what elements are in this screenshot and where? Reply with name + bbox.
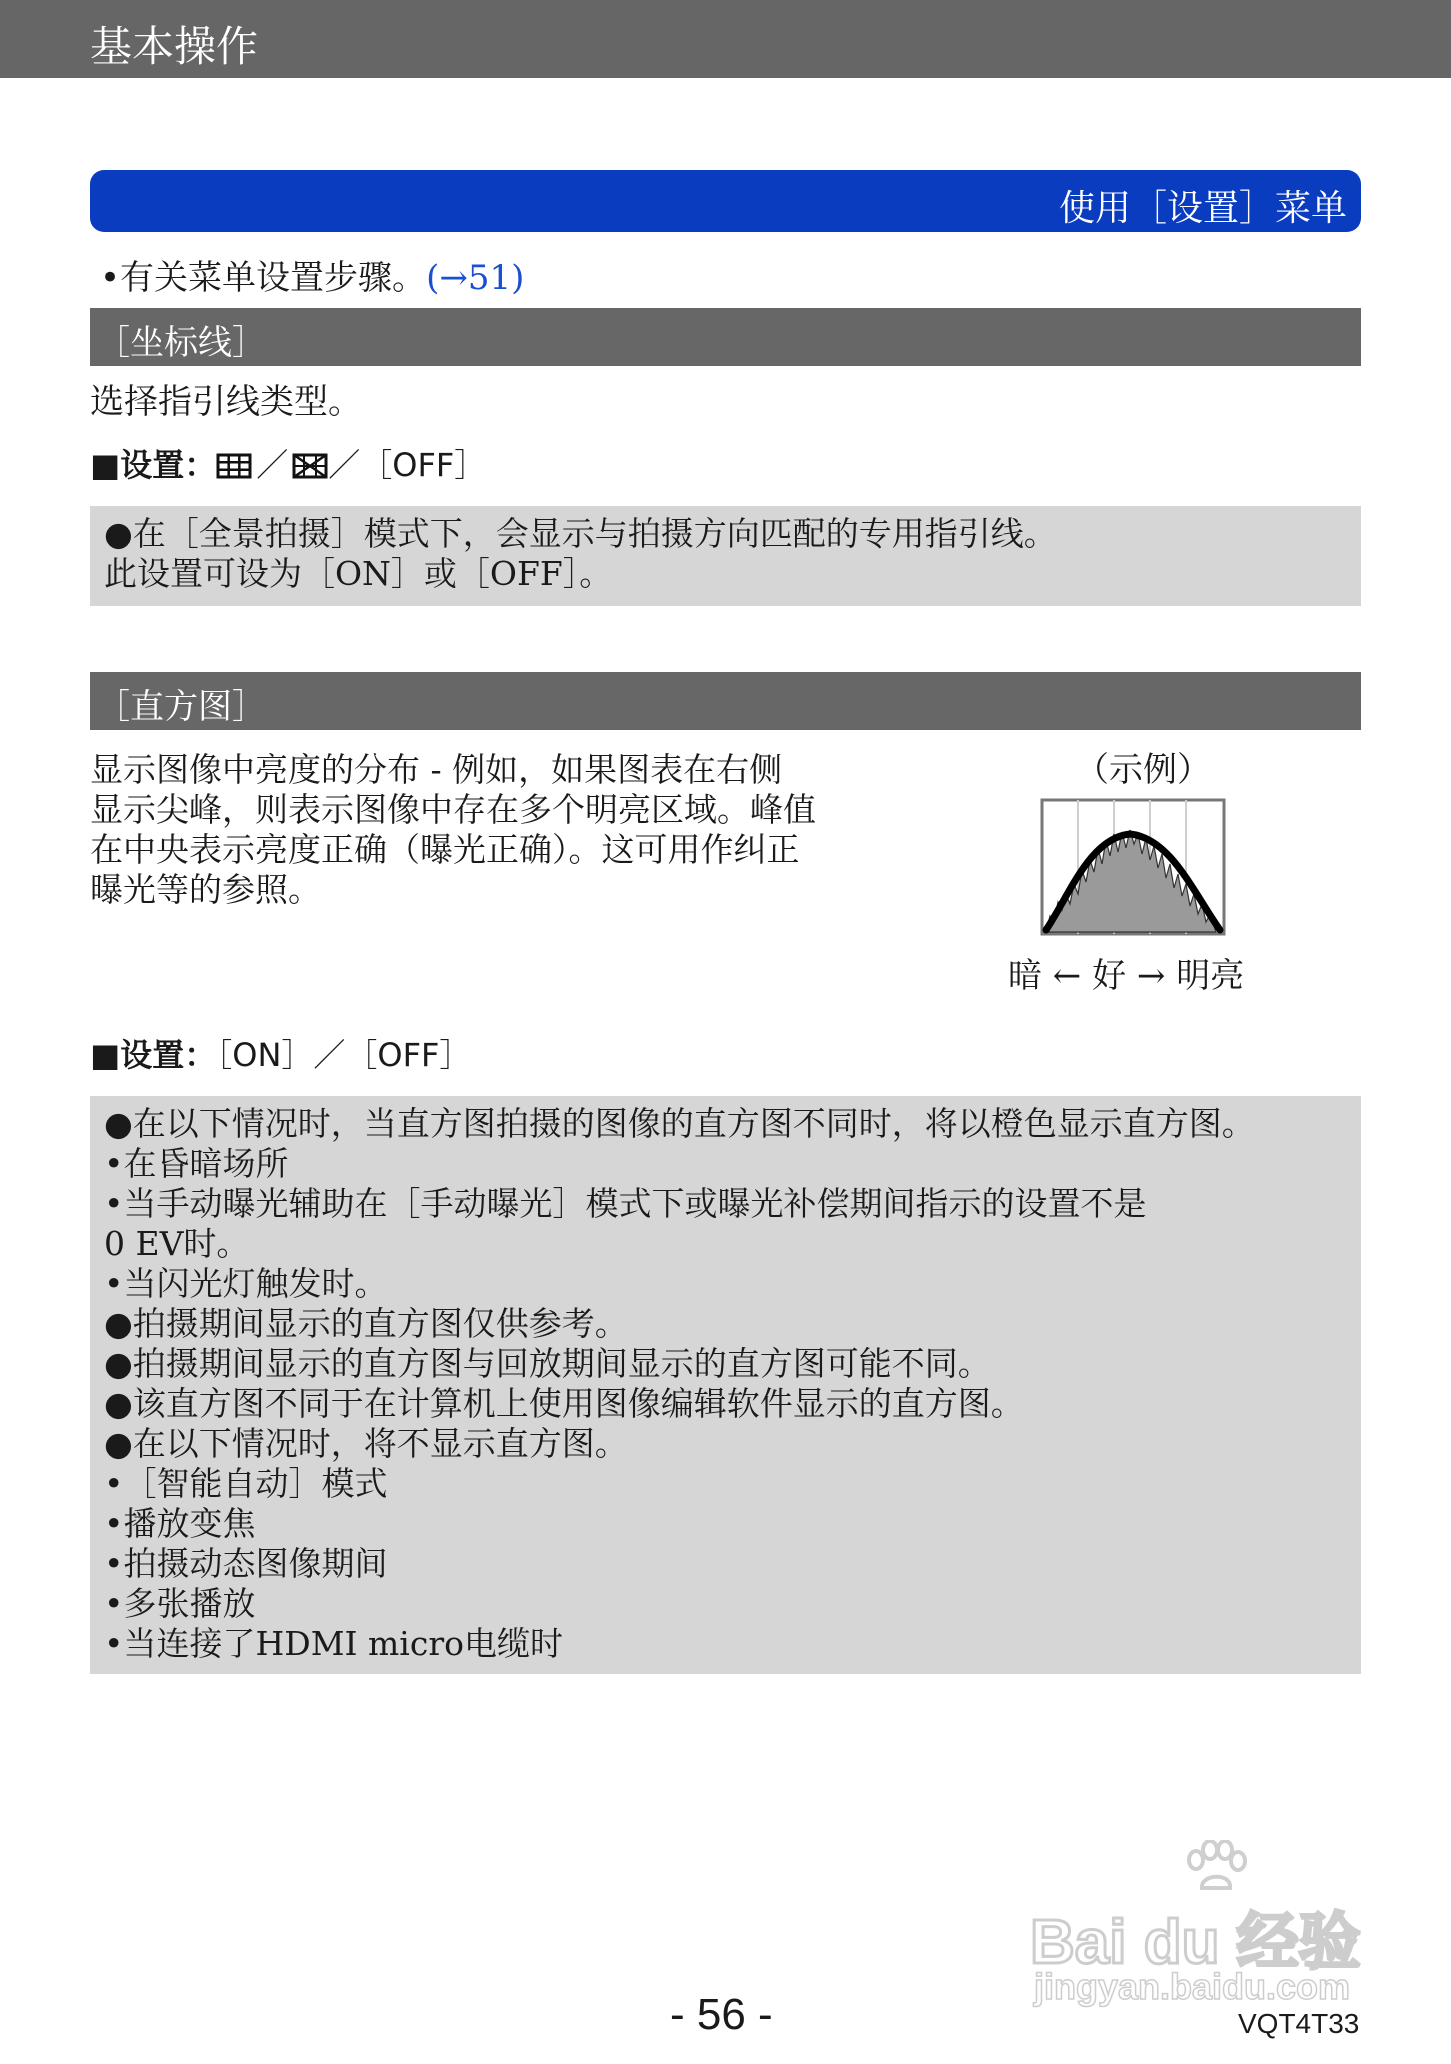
description-line: 在中央表示亮度正确（曝光正确）。这可用作纠正 (90, 830, 800, 869)
note-line: ●在以下情况时，将不显示直方图。 (104, 1424, 628, 1463)
intro-line (100, 258, 524, 298)
grid-3x3-icon (216, 453, 252, 479)
note-line: •当连接了HDMI micro电缆时 (104, 1624, 563, 1663)
guide-line-setting: ■设置： ／ ／［OFF］ (90, 446, 487, 484)
grid-diagonal-icon (292, 453, 328, 479)
setting-label: ■设置： (90, 1036, 217, 1074)
note-line: •拍摄动态图像期间 (104, 1544, 388, 1583)
note-line: •当闪光灯触发时。 (104, 1264, 388, 1303)
histogram-heading: ［直方图］ (96, 687, 266, 727)
guide-line-description: 选择指引线类型。 (90, 382, 362, 422)
setting-value: ［ON］／［OFF］ (216, 1036, 472, 1074)
header-title: 基本操作 (90, 22, 259, 71)
histogram-axis-caption: 暗 ← 好 → 明亮 (1008, 956, 1245, 996)
example-caption: （示例） (1075, 750, 1211, 790)
baidu-watermark (1030, 1840, 1360, 2010)
document-code: VQT4T33 (1238, 2008, 1360, 2039)
guide-line-heading-bar (90, 308, 1361, 366)
note-line: •当手动曝光辅助在［手动曝光］模式下或曝光补偿期间指示的设置不是 (104, 1184, 1147, 1223)
page-number: - 56 - (670, 1990, 773, 2039)
note-line: •播放变焦 (104, 1504, 256, 1543)
note-line: ●拍摄期间显示的直方图与回放期间显示的直方图可能不同。 (104, 1344, 991, 1383)
page-link[interactable]: (→51) (426, 258, 525, 298)
note-line: ●在［全景拍摄］模式下，会显示与拍摄方向匹配的专用指引线。 (104, 514, 1057, 553)
histogram-setting (90, 1030, 471, 1076)
note-line: ●在以下情况时，当直方图拍摄的图像的直方图不同时，将以橙色显示直方图。 (104, 1104, 1255, 1143)
note-line: ●拍摄期间显示的直方图仅供参考。 (104, 1304, 628, 1343)
section-banner (90, 170, 1361, 232)
histogram-example-figure (1040, 798, 1226, 936)
paw-logo-icon (1180, 1840, 1250, 1896)
intro-text: •有关菜单设置步骤。 (100, 258, 427, 298)
note-line: 此设置可设为［ON］或［OFF］。 (104, 554, 613, 593)
guide-line-note (90, 506, 1361, 606)
description-line: 显示尖峰，则表示图像中存在多个明亮区域。峰值 (90, 790, 816, 829)
description-line: 显示图像中亮度的分布 - 例如，如果图表在右侧 (90, 750, 783, 789)
banner-label: 使用［设置］菜单 (1058, 188, 1347, 229)
guide-line-heading: ［坐标线］ (96, 323, 266, 363)
note-line: 0 EV时。 (104, 1224, 250, 1263)
histogram-note (90, 1096, 1361, 1674)
watermark-brand: Bai du 经验 (1030, 1908, 1361, 1977)
header-bar (0, 0, 1451, 78)
setting-tail: ／［OFF］ (328, 446, 487, 484)
note-line: ●该直方图不同于在计算机上使用图像编辑软件显示的直方图。 (104, 1384, 1024, 1423)
watermark-url: jingyan.baidu.com (1034, 1966, 1351, 2007)
note-line: •［智能自动］模式 (104, 1464, 388, 1503)
description-line: 曝光等的参照。 (90, 870, 321, 909)
histogram-heading-bar (90, 672, 1361, 730)
note-line: •多张播放 (104, 1584, 256, 1623)
setting-label: ■设置： (90, 446, 217, 484)
note-line: •在昏暗场所 (104, 1144, 289, 1183)
